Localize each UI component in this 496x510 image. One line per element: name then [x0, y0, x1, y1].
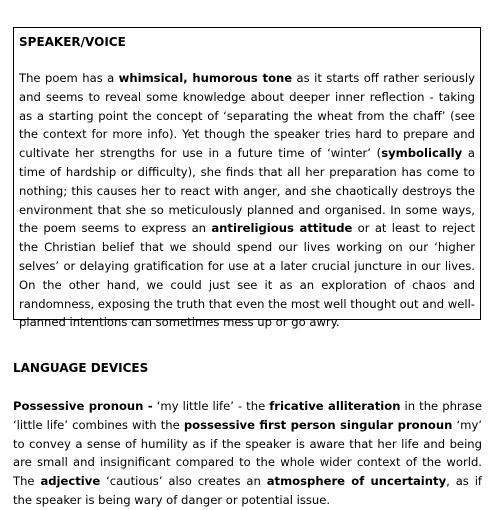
text-run: ‘cautious’ also creates an — [100, 474, 267, 489]
speaker-voice-heading: SPEAKER/VOICE — [19, 35, 126, 49]
emphasis-term: antireligious attitude — [211, 221, 353, 236]
emphasis-term: atmosphere of uncertainty — [266, 474, 447, 489]
emphasis-term: whimsical, humorous tone — [118, 71, 293, 85]
speaker-voice-box — [13, 27, 481, 330]
text-run: The poem has a — [19, 71, 119, 85]
text-run: as it starts off rather seriously and seems to reveal some knowledge about deeper inner reflection - taking as a starting point the concept of ‘separating the wheat from the chaff’ (see the context for more info). Yet though the speaker tries hard to prepare and cultivate her strengths for use in a future time of ‘winter’ ( — [19, 71, 475, 161]
language-devices-paragraph — [13, 397, 482, 510]
language-devices-heading: LANGUAGE DEVICES — [13, 361, 149, 375]
text-run: , as if the speaker is being wary of danger or potential issue. — [13, 474, 482, 507]
text-run: ‘my’ to convey a sense of humility as if the speaker is aware that her life and being are small and insignificant compared to the whole wider context of the world. The — [13, 417, 482, 489]
text-run: in the phrase ‘little life’ combines with the — [13, 399, 482, 432]
emphasis-term: symbolically — [381, 146, 463, 161]
speaker-voice-paragraph — [19, 69, 475, 332]
emphasis-term: fricative alliteration — [269, 399, 401, 413]
emphasis-term: Possessive pronoun - — [13, 399, 153, 413]
text-run: a time of hardship or difficulty), she finds that all her preparation has come to nothing; this causes her to react with anger, and she chaotically destroys the environment that she so meticulously planned and organised. In some ways, the poem seems to express an — [19, 146, 475, 236]
emphasis-term: adjective — [40, 474, 101, 489]
text-run: or at least to reject the Christian belief that we should spend our lives working on our ‘higher selves’ or delaying gratification for use at a later crucial juncture in our lives. On the other hand, we could just see it as an exploration of chaos and randomness, exposing the truth that even the most well thought out and well-planned intentions can sometimes mess up or go awry. — [19, 221, 475, 330]
text-run: ‘my little life’ - the — [152, 399, 270, 413]
emphasis-term: possessive first person singular pronoun — [183, 417, 453, 432]
